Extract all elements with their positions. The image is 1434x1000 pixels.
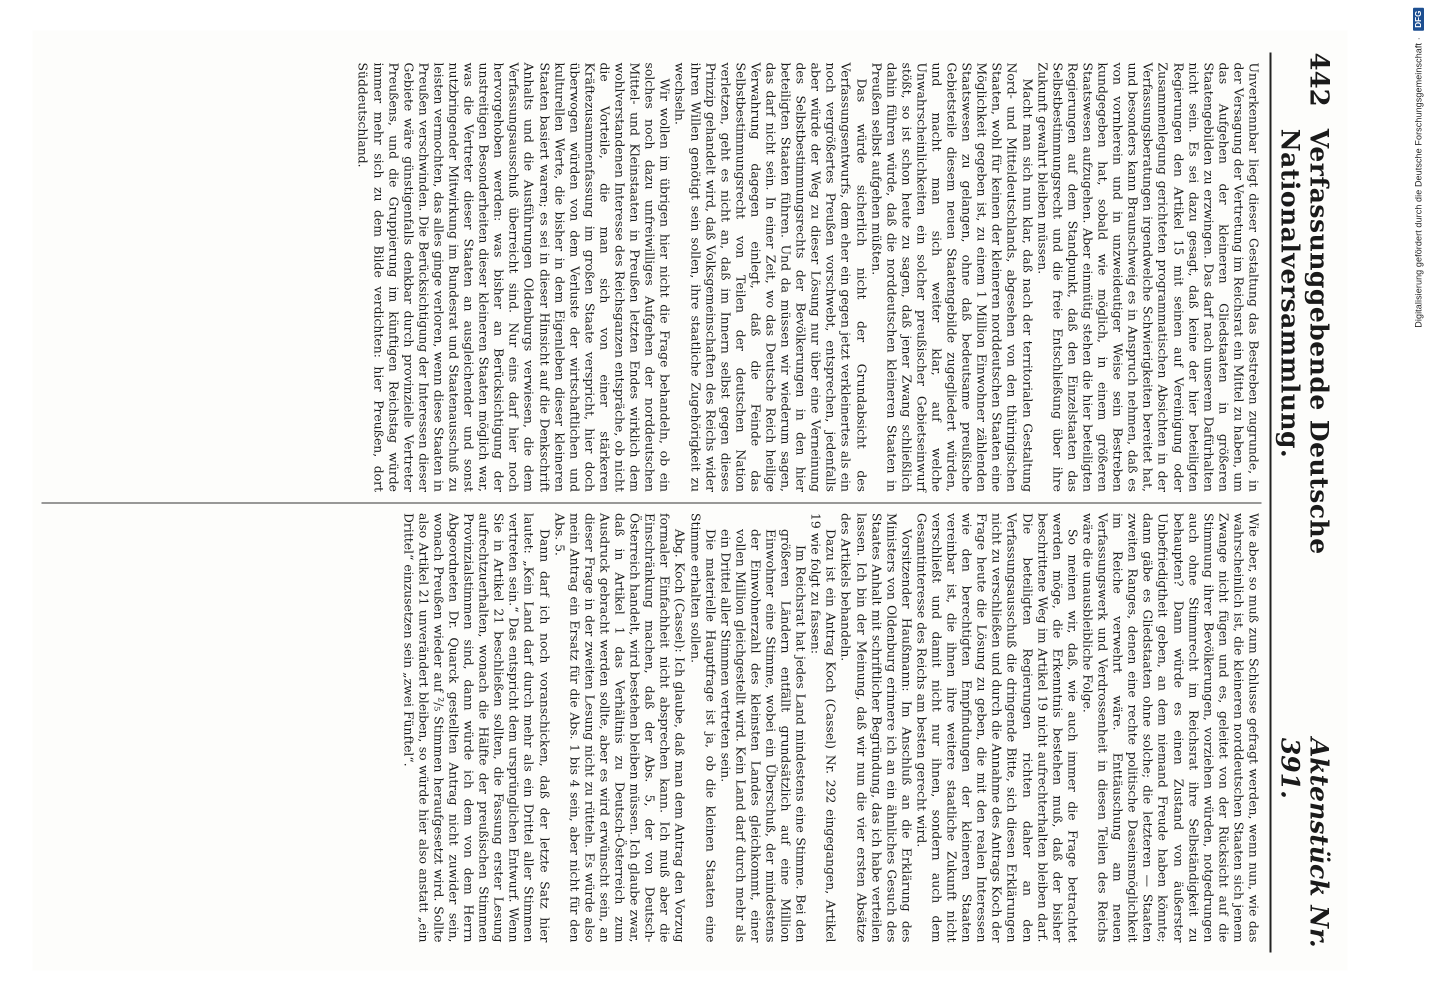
paragraph: So meinen wir, daß, wie auch immer die Frage betrachtet werden möge, die Erkenntnis bestehen muß, daß der bisher beschrittene Weg im Artikel 19 nicht aufrechterhalten bleiben darf. Die beteiligten Regierungen richten daher an den Verfassungsausschuß die dringende Bitte, sich diesen Erklärungen nicht zu verschließen und durch die Annahme des Antrags Koch der Frage heute die Lösung zu geben, die mit den realen Interessen wie den berechtigten Empfindungen der kleineren Staaten vereinbar ist, die ihnen ihre weitere staatliche Zukunft nicht verschließt und damit nicht nur ihnen, sondern auch dem Gesamtinteresse des Reichs am besten gerecht wird. xyxy=(914,513,1081,943)
dfg-logo: DFG xyxy=(1413,8,1424,31)
paragraph: Abg. Koch (Cassel): Ich glaube, daß man dem Antrag den Vorzug formaler Einfachheit nicht absprechen kann. Ich muß aber die Einschränkung machen, daß der Abs. 5, der von Deutsch-Österreich handelt, wird bestehen bleiben müssen. Ich glaube zwar, daß in Artikel 1 das Verhältnis zu Deutsch-Österreich zum Ausdruck gebracht werden sollte, aber es wird erwünscht sein, an dieser Frage in der zweiten Lesung nicht zu rütteln. Es würde also mein Antrag ein Ersatz für die Abs. 1 bis 4 sein, aber nicht für den Abs. 5. xyxy=(552,513,688,943)
paragraph: Die materielle Hauptfrage ist ja, ob die kleinen Staaten eine Stimme erhalten sollen. xyxy=(688,513,719,943)
paragraph: Macht man sich nun klar, daß nach der territorialen Gestaltung Nord- und Mitteldeutschlands, abgesehen von den thüringischen Staaten, wohl für keinen der kleineren norddeutschen Staaten eine Möglichkeit gegeben ist, zu einem 1 Million Einwohner zählenden Staatswesen zu gelangen, ohne daß bedeutsame preußische Gebietsteile diesem neuen Staatengebilde zugegliedert würden, und macht man sich weiter klar, auf welche Unwahrscheinlichkeiten ein solcher preußischer Gebietseinwurf stößt, so ist schon heute zu sagen, daß jener Zwang schließlich dahin führen würde, daß die norddeutschen kleineren Staaten in Preußen selbst aufgehen müßten. xyxy=(869,62,1036,492)
running-title: Verfassunggebende Deutsche Nationalversammlung. xyxy=(1275,128,1334,555)
left-column xyxy=(42,53,1262,503)
paragraph: Dazu ist ein Antrag Koch (Cassel) Nr. 292 eingegangen, Artikel 19 wie folgt zu fassen: xyxy=(808,513,839,943)
paragraph: Wie aber, so muß zum Schlusse gefragt werden, wenn nun, wie das wahrscheinlich ist, die kleineren norddeutschen Staaten sich jenem Zwange nicht fügen und es, geleitet von der Rücksicht auf die Stimmung ihrer Bevölkerungen, vorziehen würden, notgedrungen auch ohne Stimmrecht im Reichsrat ihre Selbständigkeit zu behaupten? Dann würde es einen Zustand von äußerster Unbefriedigtheit geben, an dem niemand Freude haben könnte; dann gäbe es Gliedstaaten ohne solche; die letzteren — Staaten zweiten Ranges, denen eine rechte politische Daseinsmöglichkeit im Reiche verwehrt wäre. Enttäuschung am neuen Verfassungswerk und Verdrossenheit in diesen Teilen des Reichs wäre die unausbleibliche Folge. xyxy=(1080,513,1262,943)
paragraph: Unverkennbar liegt dieser Gestaltung das Bestreben zugrunde, in der Versagung der Vertretung im Reichsrat ein Mittel zu haben, um das Aufgehen der kleineren Gliedstaaten in größeren Staatengebilden zu erzwingen. Das darf nach unserem Dafürhalten nicht sein. Es sei dazu gesagt, daß keine der hier beteiligten Regierungen den Artikel 15 mit seinen auf Vereinigung oder Zusammenlegung gerichteten programmatischen Absichten in der Verfassungsberatungen irgendwelche Schwierigkeiten bereitet hat, und besonders kann Braunschweig es in Anspruch nehmen, daß es von vornherein und in unzweideutiger Weise sein Bestreben kundgegeben hat, sobald wie möglich, in einem größeren Staatswesen aufzugehen. Aber einmütig stehen die hier beteiligten Regierungen auf dem Standpunkt, daß den Einzelstaaten das Selbstbestimmungsrecht und die freie Entschließung über ihre Zukunft gewahrt bleiben müssen. xyxy=(1035,62,1262,492)
text-columns xyxy=(42,53,1262,953)
funding-text: Digitalisierung gefördert durch die Deutsche Forschungsgemeinschaft · xyxy=(1413,37,1424,328)
document-reference: Aktenstück Nr. 391. xyxy=(1275,737,1334,948)
page-number: 442 xyxy=(1303,52,1334,107)
right-column xyxy=(42,503,1262,953)
page-header xyxy=(1270,53,1334,953)
quoted-motion: Im Reichsrat hat jedes Land mindestens eine Stimme. Bei den größeren Ländern entfällt grundsätzlich auf eine Million Einwohner eine Stimme, wobei ein Überschuß, der mindestens der Einwohnerzahl des kleinsten Landes gleichkommt, einer vollen Million gleichgestellt wird. Kein Land darf durch mehr als ein Drittel aller Stimmen vertreten sein. xyxy=(718,529,809,943)
paragraph: Wir wollen im übrigen hier nicht die Frage behandeln, ob ein solches noch dazu unfreiwilliges Aufgehen der norddeutschen Mittel- und Kleinstaaten in Preußen letzten Endes wirklich dem wohlverstandenen Interesse des Reichsganzen entspräche, ob nicht die Vorteile, die man sich von einer stärkeren Kräftezusammenfassung im großen Staate verspricht, hier doch überwogen würden von dem Verluste der wirtschaftlichen und kulturellen Werte, die bisher in dem Eigenleben dieser kleineren Staaten basiert waren; es sei in dieser Hinsicht auf die Denkschrift Anhalts und die Ausführungen Oldenburgs verwiesen, die dem Verfassungsausschuß überreicht sind. Nur eins darf hier noch hervorgehoben werden: was bisher an Berücksichtigung der unstreitigen Besonderheiten dieser kleineren Staaten möglich war, was die Vertreter dieser Staaten an ausgleichender und sonst nutzbringender Mitwirkung im Bundesrat und Staatenausschuß zu leisten vermochten, das alles ginge verloren, wenn diese Staaten in Preußen verschwinden. Die Berücksichtigung der Interessen dieser Gebiete wäre günstigenfalls denkbar durch provinzielle Vertreter Preußens, und die Gruppierung im künftigen Reichstag würde immer mehr sich zu dem Bilde verdichten: hier Preußen, dort Süddeutschland. xyxy=(355,62,673,492)
scanned-page xyxy=(33,31,1348,971)
paragraph: Vorsitzender Haußmann: Im Anschluß an die Erklärung des Ministers von Oldenburg erinnere ich an ein ähnliches Gesuch des Staates Anhalt mit schriftlicher Begründung, das ich habe verteilen lassen. Ich bin der Meinung, daß wir nun die vier ersten Absätze des Artikels behandeln. xyxy=(838,513,915,943)
paragraph: Das würde sicherlich nicht der Grundabsicht des Verfassungsentwurfs, dem eher ein gegen jetzt verkleinertes als ein noch vergrößertes Preußen vorschwebt, entsprechen, jedenfalls aber würde der Weg zu dieser Lösung nur über eine Verneinung des Selbstbestimmungsrechts der Bevölkerungen in den hier beteiligten Staaten führen. Und da müssen wir wiederum sagen, das darf nicht sein. In einer Zeit, wo das Deutsche Reich heilige Verwahrung dagegen einlegt, daß die Feinde das Selbstbestimmungsrecht von Teilen der deutschen Nation verletzen, geht es nicht an, daß im Innern selbst gegen dieses Prinzip gehandelt wird, daß Volksgemeinschaften des Reichs wider ihren Willen genötigt sein sollen, ihre staatliche Zugehörigkeit zu wechseln. xyxy=(672,62,870,492)
paragraph: Dann darf ich noch voranschicken, daß der letzte Satz hier lautet: „Kein Land darf durch mehr als ein Drittel aller Stimmen vertreten sein.“ Das entspricht dem ursprünglichen Entwurf. Wenn Sie in Artikel 21 beschließen sollten, die Fassung erster Lesung aufrechtzuerhalten, wonach die Hälfte der preußischen Stimmen Provinzialstimmen sind, dann würde ich dem von dem Herrn Abgeordneten Dr. Quarck gestellten Antrag nicht zuwider sein, wonach Preußen wieder auf ²/₅ Stimmen heraufgesetzt wird. Sollte also Artikel 21 unverändert bleiben, so würde hier also anstatt „ein Drittel“ einzusetzen sein „zwei Fünftel“. xyxy=(401,513,553,943)
funding-note xyxy=(1413,8,1424,328)
